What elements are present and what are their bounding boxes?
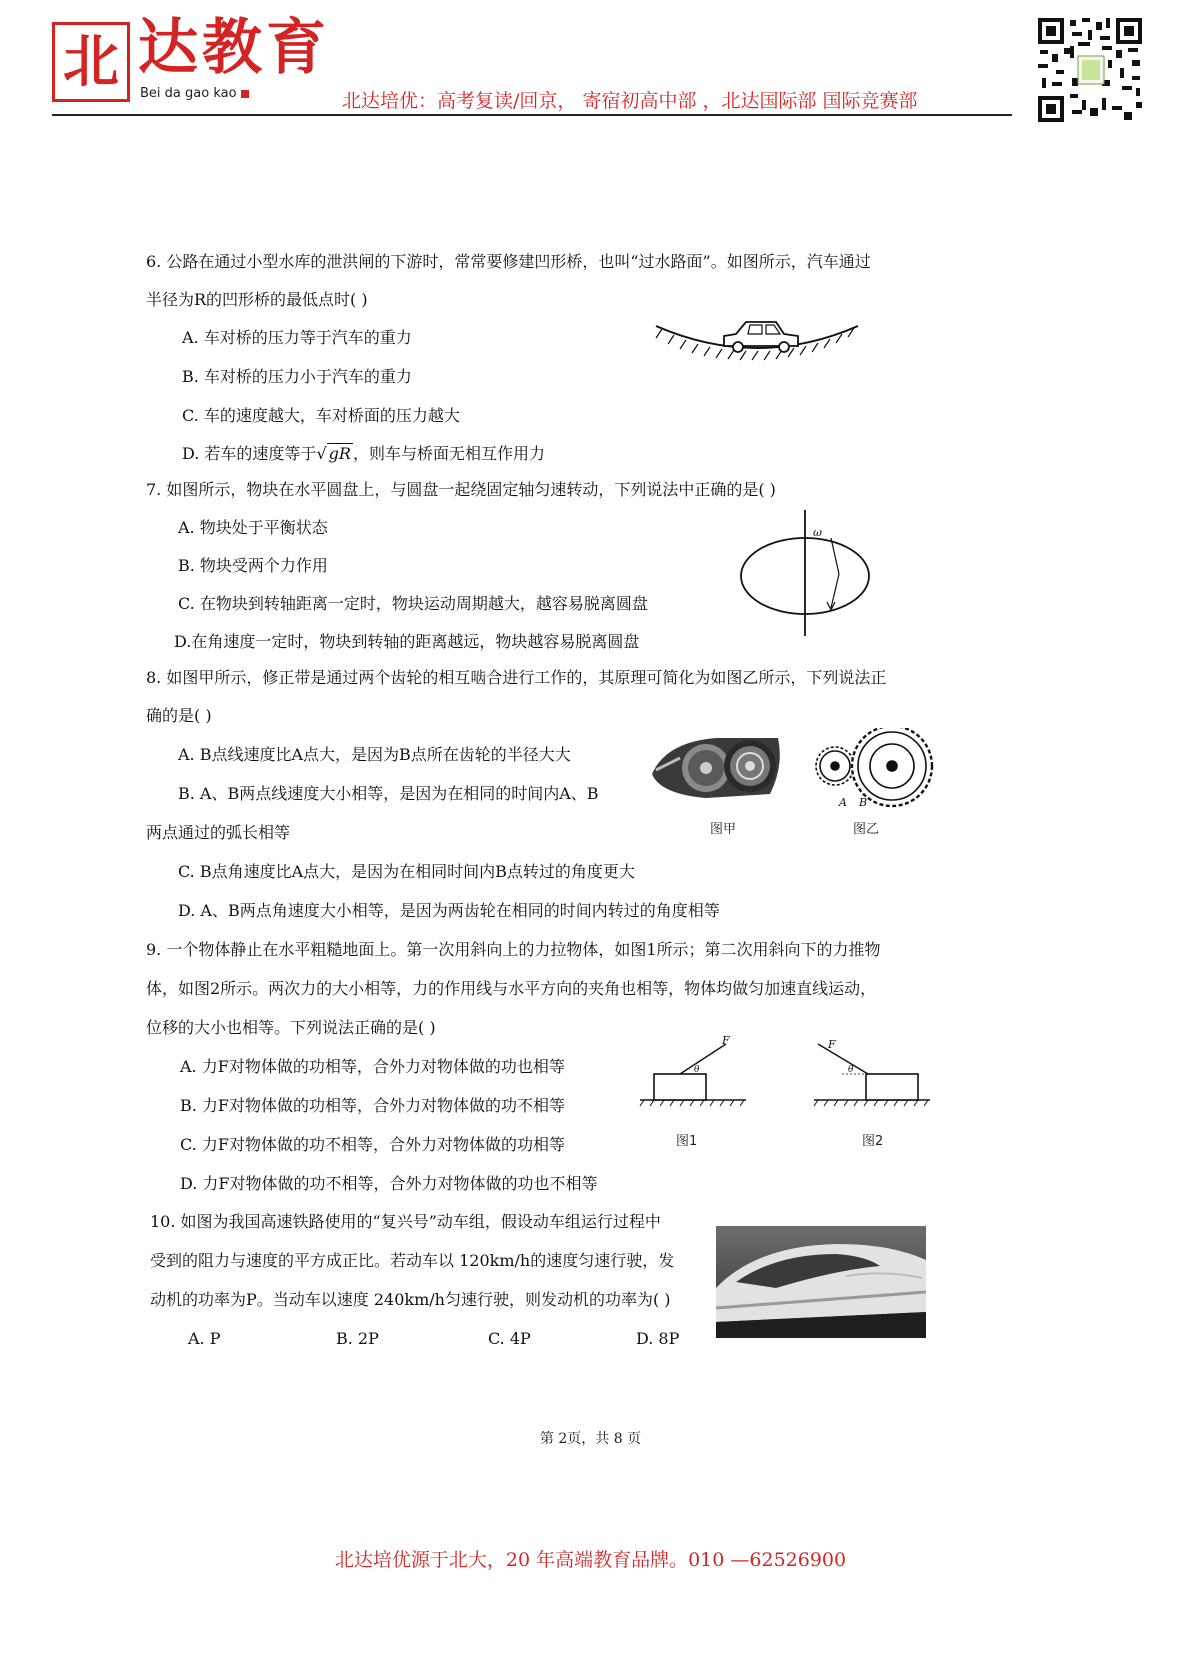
omega-label: ω	[813, 526, 822, 539]
q8-option-b-line1: B. A、B两点线速度大小相等，是因为在相同的时间内A、B	[178, 784, 599, 803]
q6-option-d	[182, 444, 545, 464]
q6-option-c: C. 车的速度越大，车对桥面的压力越大	[182, 406, 460, 425]
q7-option-c: C. 在物块到转轴距离一定时，物块运动周期越大，越容易脱离圆盘	[178, 594, 648, 613]
q6-stem-line2: 半径为R的凹形桥的最低点时( )	[146, 290, 368, 309]
page-number: 第 2页，共 8 页	[539, 1431, 642, 1447]
q8-stem-line2: 确的是( )	[146, 706, 212, 725]
q9-stem-line3: 位移的大小也相等。下列说法正确的是( )	[146, 1018, 436, 1037]
q7-option-a: A. 物块处于平衡状态	[178, 518, 328, 537]
logo-text: 达教育	[138, 13, 330, 83]
logo-mark	[52, 22, 130, 102]
header-slogan: 北达培优：高考复读/回京， 寄宿初高中部 ，北达国际部 国际竞赛部	[342, 90, 918, 112]
force-label-2: F	[828, 1038, 836, 1051]
sqrt-symbol: √	[316, 444, 327, 463]
concave-bridge-figure	[652, 314, 862, 374]
q8-option-b-line2: 两点通过的弧长相等	[146, 823, 291, 842]
figure-2-push-force	[812, 1036, 932, 1126]
q6-option-b: B. 车对桥的压力小于汽车的重力	[182, 367, 412, 386]
q9-option-c: C. 力F对物体做的功不相等，合外力对物体做的功相等	[180, 1135, 565, 1154]
fig2-caption: 图2	[862, 1134, 884, 1149]
q6-stem-line1: 6. 公路在通过小型水库的泄洪闸的下游时，常常要修建凹形桥，也叫“过水路面”。如图所示，汽车通过	[146, 252, 871, 271]
high-speed-train-photo	[716, 1226, 926, 1338]
q7-stem: 7. 如图所示，物块在水平圆盘上，与圆盘一起绕固定轴匀速转动，下列说法中正确的是( )	[146, 480, 776, 499]
q6-option-d-suffix: ，则车与桥面无相互作用力	[352, 444, 545, 463]
q9-option-d: D. 力F对物体做的功不相等，合外力对物体做的功也不相等	[180, 1174, 598, 1193]
fig-yi-caption: 图乙	[853, 822, 880, 837]
q10-stem-line1: 10. 如图为我国高速铁路使用的“复兴号”动车组，假设动车组运行过程中	[150, 1212, 661, 1231]
header-divider	[52, 114, 1012, 116]
fig-jia-caption: 图甲	[710, 822, 737, 837]
q9-stem-line1: 9. 一个物体静止在水平粗糙地面上。第一次用斜向上的力拉物体，如图1所示；第二次用斜向下的力推物	[146, 940, 881, 959]
q6-option-d-prefix: D. 若车的速度等于	[182, 444, 317, 463]
fig1-caption: 图1	[676, 1134, 698, 1149]
q10-stem-line3: 动机的功率为P。当动车以速度 240km/h匀速行驶，则发动机的功率为( )	[150, 1290, 671, 1309]
force-label-1: F	[722, 1036, 730, 1047]
point-b-label: B	[859, 796, 868, 809]
q7-option-b: B. 物块受两个力作用	[178, 556, 328, 575]
q10-stem-line2: 受到的阻力与速度的平方成正比。若动车以 120km/h的速度匀速行驶，发	[150, 1251, 675, 1270]
logo-pinyin: Bei da gao kao	[140, 86, 237, 101]
q10-option-c: C. 4P	[488, 1329, 531, 1348]
q8-option-a: A. B点线速度比A点大，是因为B点所在齿轮的半径大大	[178, 745, 571, 764]
footer-slogan: 北达培优源于北大，20 年高端教育品牌。010 —62526900	[334, 1549, 847, 1571]
correction-tape-photo	[646, 728, 786, 802]
gear-diagram	[815, 728, 955, 820]
angle-label-1: θ	[694, 1065, 700, 1075]
logo-dot	[241, 90, 249, 98]
point-a-label: A	[839, 796, 847, 809]
q9-option-a: A. 力F对物体做的功相等，合外力对物体做的功也相等	[180, 1057, 565, 1076]
qr-code-icon	[1036, 16, 1144, 124]
q6-option-a: A. 车对桥的压力等于汽车的重力	[182, 328, 412, 347]
logo-char: 北	[63, 29, 119, 95]
q6-option-d-math: gR	[328, 444, 351, 463]
q7-option-d: D.在角速度一定时，物块到转轴的距离越远，物块越容易脱离圆盘	[174, 632, 640, 651]
q10-option-a: A. P	[188, 1329, 221, 1348]
angle-label-2: θ	[848, 1065, 854, 1075]
q10-option-b: B. 2P	[336, 1329, 379, 1348]
figure-1-pull-force	[638, 1036, 748, 1126]
q8-stem-line1: 8. 如图甲所示，修正带是通过两个齿轮的相互啮合进行工作的，其原理可简化为如图乙所示，下列说法正	[146, 668, 887, 687]
q8-option-c: C. B点角速度比A点大，是因为在相同时间内B点转过的角度更大	[178, 862, 635, 881]
q9-stem-line2: 体，如图2所示。两次力的大小相等，力的作用线与水平方向的夹角也相等，物体均做匀加速直线运动，	[146, 979, 877, 998]
q10-option-d: D. 8P	[636, 1329, 680, 1348]
q9-option-b: B. 力F对物体做的功相等，合外力对物体做的功不相等	[180, 1096, 566, 1115]
q8-option-d: D. A、B两点角速度大小相等，是因为两齿轮在相同的时间内转过的角度相等	[178, 901, 720, 920]
rotating-disk-figure	[735, 508, 885, 638]
